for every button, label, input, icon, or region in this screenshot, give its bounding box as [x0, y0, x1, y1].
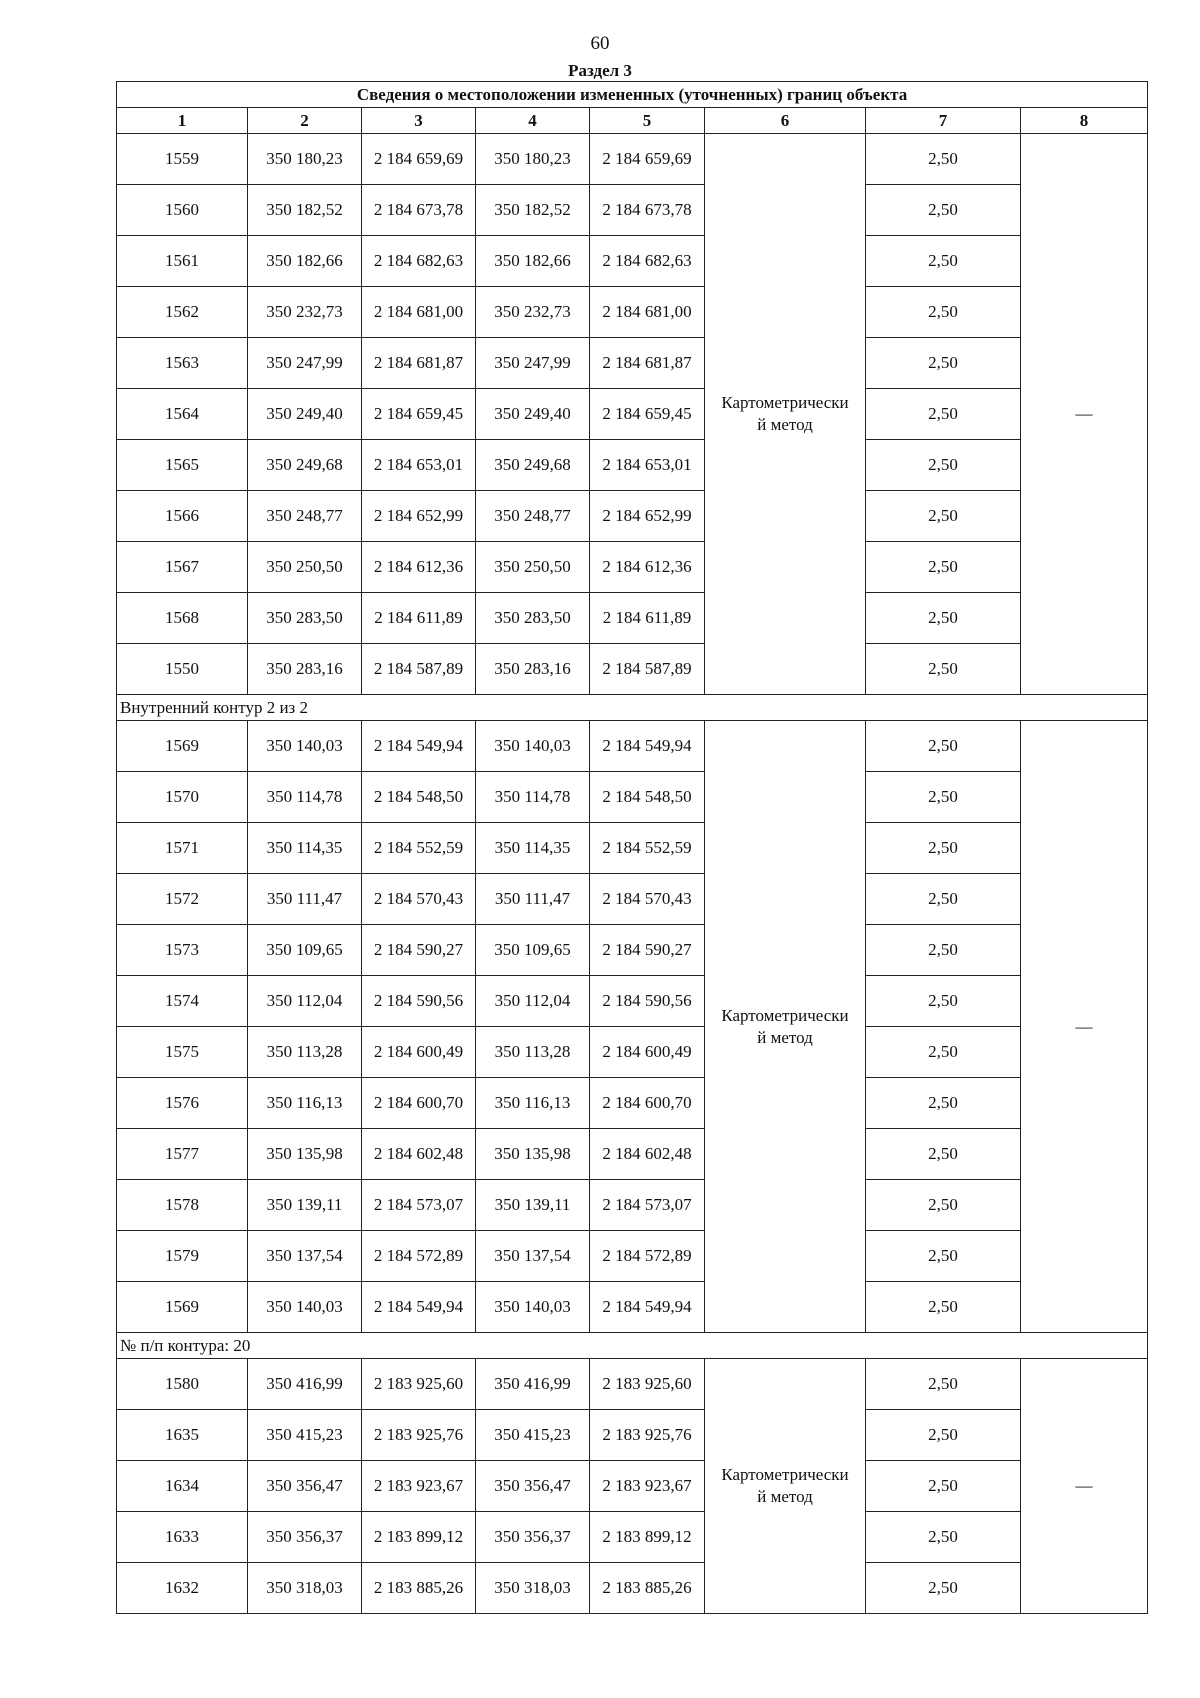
y-new-cell: 2 184 573,07 — [590, 1180, 705, 1231]
precision-cell: 2,50 — [866, 185, 1021, 236]
x-new-cell: 350 283,50 — [476, 593, 590, 644]
y-old-cell: 2 184 600,49 — [362, 1027, 476, 1078]
y-new-cell: 2 184 600,49 — [590, 1027, 705, 1078]
x-new-cell: 350 356,37 — [476, 1512, 590, 1563]
y-old-cell: 2 184 600,70 — [362, 1078, 476, 1129]
y-old-cell: 2 184 549,94 — [362, 721, 476, 772]
y-old-cell: 2 183 925,76 — [362, 1410, 476, 1461]
point-number-cell: 1633 — [117, 1512, 248, 1563]
x-new-cell: 350 140,03 — [476, 1282, 590, 1333]
x-old-cell: 350 139,11 — [248, 1180, 362, 1231]
precision-cell: 2,50 — [866, 721, 1021, 772]
y-old-cell: 2 184 552,59 — [362, 823, 476, 874]
table-row — [117, 1359, 1148, 1410]
y-old-cell: 2 184 612,36 — [362, 542, 476, 593]
x-old-cell: 350 112,04 — [248, 976, 362, 1027]
table-row — [117, 593, 1148, 644]
x-old-cell: 350 283,16 — [248, 644, 362, 695]
y-old-cell: 2 184 587,89 — [362, 644, 476, 695]
table-row — [117, 1512, 1148, 1563]
precision-cell: 2,50 — [866, 491, 1021, 542]
x-old-cell: 350 232,73 — [248, 287, 362, 338]
point-number-cell: 1550 — [117, 644, 248, 695]
x-new-cell: 350 112,04 — [476, 976, 590, 1027]
x-old-cell: 350 137,54 — [248, 1231, 362, 1282]
precision-cell: 2,50 — [866, 1180, 1021, 1231]
y-old-cell: 2 183 885,26 — [362, 1563, 476, 1614]
x-new-cell: 350 139,11 — [476, 1180, 590, 1231]
x-old-cell: 350 109,65 — [248, 925, 362, 976]
point-number-cell: 1632 — [117, 1563, 248, 1614]
precision-cell: 2,50 — [866, 287, 1021, 338]
y-old-cell: 2 184 570,43 — [362, 874, 476, 925]
x-new-cell: 350 114,35 — [476, 823, 590, 874]
x-new-cell: 350 116,13 — [476, 1078, 590, 1129]
y-old-cell: 2 184 611,89 — [362, 593, 476, 644]
y-old-cell: 2 184 681,87 — [362, 338, 476, 389]
method-text-line: й метод — [757, 1487, 813, 1506]
column-number: 6 — [705, 108, 866, 134]
point-number-cell: 1565 — [117, 440, 248, 491]
precision-cell: 2,50 — [866, 874, 1021, 925]
table-row — [117, 1129, 1148, 1180]
y-new-cell: 2 184 548,50 — [590, 772, 705, 823]
y-old-cell: 2 183 923,67 — [362, 1461, 476, 1512]
contour-group-label: № п/п контура: 20 — [117, 1333, 1148, 1359]
table-row — [117, 1282, 1148, 1333]
y-new-cell: 2 184 549,94 — [590, 721, 705, 772]
contour-group-row — [117, 695, 1148, 721]
y-new-cell: 2 184 572,89 — [590, 1231, 705, 1282]
y-old-cell: 2 184 673,78 — [362, 185, 476, 236]
table-body — [117, 134, 1148, 1614]
precision-cell: 2,50 — [866, 338, 1021, 389]
x-new-cell: 350 113,28 — [476, 1027, 590, 1078]
y-new-cell: 2 184 549,94 — [590, 1282, 705, 1333]
point-number-cell: 1574 — [117, 976, 248, 1027]
point-number-cell: 1561 — [117, 236, 248, 287]
contour-group-label: Внутренний контур 2 из 2 — [117, 695, 1148, 721]
x-old-cell: 350 182,66 — [248, 236, 362, 287]
x-old-cell: 350 356,47 — [248, 1461, 362, 1512]
column-number: 7 — [866, 108, 1021, 134]
point-number-cell: 1634 — [117, 1461, 248, 1512]
precision-cell: 2,50 — [866, 1129, 1021, 1180]
y-new-cell: 2 184 570,43 — [590, 874, 705, 925]
method-cell — [705, 1359, 866, 1614]
y-old-cell: 2 184 681,00 — [362, 287, 476, 338]
precision-cell: 2,50 — [866, 1563, 1021, 1614]
x-old-cell: 350 416,99 — [248, 1359, 362, 1410]
y-new-cell: 2 184 659,69 — [590, 134, 705, 185]
y-old-cell: 2 184 659,45 — [362, 389, 476, 440]
x-old-cell: 350 283,50 — [248, 593, 362, 644]
x-new-cell: 350 180,23 — [476, 134, 590, 185]
point-number-cell: 1560 — [117, 185, 248, 236]
table-row — [117, 772, 1148, 823]
point-number-cell: 1570 — [117, 772, 248, 823]
y-new-cell: 2 184 653,01 — [590, 440, 705, 491]
precision-cell: 2,50 — [866, 1461, 1021, 1512]
y-old-cell: 2 184 602,48 — [362, 1129, 476, 1180]
y-old-cell: 2 183 925,60 — [362, 1359, 476, 1410]
page-number: 60 — [590, 33, 610, 54]
method-text-line: й метод — [757, 415, 813, 434]
x-new-cell: 350 250,50 — [476, 542, 590, 593]
y-new-cell: 2 183 925,60 — [590, 1359, 705, 1410]
x-new-cell: 350 135,98 — [476, 1129, 590, 1180]
point-number-cell: 1579 — [117, 1231, 248, 1282]
x-old-cell: 350 116,13 — [248, 1078, 362, 1129]
table-row — [117, 1410, 1148, 1461]
table-row — [117, 491, 1148, 542]
x-new-cell: 350 111,47 — [476, 874, 590, 925]
precision-cell: 2,50 — [866, 1359, 1021, 1410]
table-row — [117, 542, 1148, 593]
x-old-cell: 350 249,40 — [248, 389, 362, 440]
x-old-cell: 350 180,23 — [248, 134, 362, 185]
x-old-cell: 350 111,47 — [248, 874, 362, 925]
y-new-cell: 2 184 602,48 — [590, 1129, 705, 1180]
contour-group-row — [117, 1333, 1148, 1359]
x-old-cell: 350 250,50 — [248, 542, 362, 593]
table-row — [117, 236, 1148, 287]
x-new-cell: 350 283,16 — [476, 644, 590, 695]
section-title: Раздел 3 — [568, 61, 632, 80]
y-new-cell: 2 184 600,70 — [590, 1078, 705, 1129]
point-number-cell: 1569 — [117, 1282, 248, 1333]
x-old-cell: 350 114,35 — [248, 823, 362, 874]
point-number-cell: 1580 — [117, 1359, 248, 1410]
table-row — [117, 1461, 1148, 1512]
table-row — [117, 976, 1148, 1027]
y-old-cell: 2 184 653,01 — [362, 440, 476, 491]
x-new-cell: 350 318,03 — [476, 1563, 590, 1614]
table-row — [117, 1027, 1148, 1078]
column-number: 3 — [362, 108, 476, 134]
precision-cell: 2,50 — [866, 236, 1021, 287]
precision-cell: 2,50 — [866, 823, 1021, 874]
x-old-cell: 350 247,99 — [248, 338, 362, 389]
column-number-row — [117, 108, 1148, 134]
y-old-cell: 2 184 659,69 — [362, 134, 476, 185]
table-row — [117, 874, 1148, 925]
y-new-cell: 2 184 681,00 — [590, 287, 705, 338]
y-new-cell: 2 184 681,87 — [590, 338, 705, 389]
y-old-cell: 2 184 549,94 — [362, 1282, 476, 1333]
point-number-cell: 1563 — [117, 338, 248, 389]
table-row — [117, 185, 1148, 236]
column-number: 2 — [248, 108, 362, 134]
method-cell — [705, 721, 866, 1333]
precision-cell: 2,50 — [866, 925, 1021, 976]
method-text-line: й метод — [757, 1027, 813, 1047]
table-row — [117, 1231, 1148, 1282]
method-text-line: Картометрически — [721, 1465, 849, 1484]
table-row — [117, 1078, 1148, 1129]
table-row — [117, 644, 1148, 695]
column-number: 5 — [590, 108, 705, 134]
precision-cell: 2,50 — [866, 1027, 1021, 1078]
point-number-cell: 1635 — [117, 1410, 248, 1461]
point-number-cell: 1577 — [117, 1129, 248, 1180]
method-text-line: Картометрически — [721, 393, 849, 412]
y-new-cell: 2 184 590,56 — [590, 976, 705, 1027]
x-new-cell: 350 114,78 — [476, 772, 590, 823]
description-cell: — — [1021, 134, 1148, 695]
y-old-cell: 2 183 899,12 — [362, 1512, 476, 1563]
point-number-cell: 1564 — [117, 389, 248, 440]
precision-cell: 2,50 — [866, 593, 1021, 644]
x-old-cell: 350 113,28 — [248, 1027, 362, 1078]
table-row — [117, 389, 1148, 440]
column-number: 8 — [1021, 108, 1148, 134]
precision-cell: 2,50 — [866, 1410, 1021, 1461]
y-old-cell: 2 184 590,56 — [362, 976, 476, 1027]
y-new-cell: 2 183 925,76 — [590, 1410, 705, 1461]
x-new-cell: 350 140,03 — [476, 721, 590, 772]
point-number-cell: 1576 — [117, 1078, 248, 1129]
x-new-cell: 350 182,52 — [476, 185, 590, 236]
y-new-cell: 2 184 659,45 — [590, 389, 705, 440]
point-number-cell: 1573 — [117, 925, 248, 976]
x-old-cell: 350 249,68 — [248, 440, 362, 491]
point-number-cell: 1569 — [117, 721, 248, 772]
x-new-cell: 350 137,54 — [476, 1231, 590, 1282]
table-row — [117, 287, 1148, 338]
precision-cell: 2,50 — [866, 1231, 1021, 1282]
y-old-cell: 2 184 548,50 — [362, 772, 476, 823]
method-text-line: Картометрически — [721, 1005, 849, 1025]
x-old-cell: 350 182,52 — [248, 185, 362, 236]
y-old-cell: 2 184 652,99 — [362, 491, 476, 542]
precision-cell: 2,50 — [866, 772, 1021, 823]
point-number-cell: 1559 — [117, 134, 248, 185]
precision-cell: 2,50 — [866, 1078, 1021, 1129]
x-new-cell: 350 109,65 — [476, 925, 590, 976]
column-number: 1 — [117, 108, 248, 134]
column-number: 4 — [476, 108, 590, 134]
x-old-cell: 350 140,03 — [248, 1282, 362, 1333]
y-new-cell: 2 184 590,27 — [590, 925, 705, 976]
description-cell: — — [1021, 721, 1148, 1333]
y-old-cell: 2 184 590,27 — [362, 925, 476, 976]
precision-cell: 2,50 — [866, 1282, 1021, 1333]
point-number-cell: 1562 — [117, 287, 248, 338]
x-old-cell: 350 248,77 — [248, 491, 362, 542]
y-new-cell: 2 183 885,26 — [590, 1563, 705, 1614]
x-old-cell: 350 415,23 — [248, 1410, 362, 1461]
y-new-cell: 2 184 587,89 — [590, 644, 705, 695]
y-old-cell: 2 184 572,89 — [362, 1231, 476, 1282]
precision-cell: 2,50 — [866, 440, 1021, 491]
x-new-cell: 350 182,66 — [476, 236, 590, 287]
x-new-cell: 350 248,77 — [476, 491, 590, 542]
y-new-cell: 2 184 673,78 — [590, 185, 705, 236]
point-number-cell: 1571 — [117, 823, 248, 874]
coordinates-table — [116, 81, 1148, 1614]
precision-cell: 2,50 — [866, 644, 1021, 695]
precision-cell: 2,50 — [866, 976, 1021, 1027]
point-number-cell: 1572 — [117, 874, 248, 925]
table-row — [117, 440, 1148, 491]
precision-cell: 2,50 — [866, 1512, 1021, 1563]
x-old-cell: 350 318,03 — [248, 1563, 362, 1614]
x-new-cell: 350 249,68 — [476, 440, 590, 491]
y-old-cell: 2 184 573,07 — [362, 1180, 476, 1231]
x-new-cell: 350 356,47 — [476, 1461, 590, 1512]
x-new-cell: 350 232,73 — [476, 287, 590, 338]
y-new-cell: 2 184 552,59 — [590, 823, 705, 874]
y-old-cell: 2 184 682,63 — [362, 236, 476, 287]
y-new-cell: 2 184 652,99 — [590, 491, 705, 542]
table-row — [117, 823, 1148, 874]
y-new-cell: 2 183 923,67 — [590, 1461, 705, 1512]
point-number-cell: 1568 — [117, 593, 248, 644]
point-number-cell: 1575 — [117, 1027, 248, 1078]
point-number-cell: 1566 — [117, 491, 248, 542]
table-row — [117, 721, 1148, 772]
y-new-cell: 2 183 899,12 — [590, 1512, 705, 1563]
x-old-cell: 350 135,98 — [248, 1129, 362, 1180]
x-new-cell: 350 247,99 — [476, 338, 590, 389]
point-number-cell: 1567 — [117, 542, 248, 593]
x-new-cell: 350 415,23 — [476, 1410, 590, 1461]
table-row — [117, 925, 1148, 976]
point-number-cell: 1578 — [117, 1180, 248, 1231]
precision-cell: 2,50 — [866, 542, 1021, 593]
table-row — [117, 134, 1148, 185]
y-new-cell: 2 184 682,63 — [590, 236, 705, 287]
precision-cell: 2,50 — [866, 134, 1021, 185]
x-old-cell: 350 140,03 — [248, 721, 362, 772]
table-row — [117, 1180, 1148, 1231]
precision-cell: 2,50 — [866, 389, 1021, 440]
method-cell — [705, 134, 866, 695]
y-new-cell: 2 184 611,89 — [590, 593, 705, 644]
x-old-cell: 350 356,37 — [248, 1512, 362, 1563]
table-row — [117, 338, 1148, 389]
x-new-cell: 350 249,40 — [476, 389, 590, 440]
description-cell: — — [1021, 1359, 1148, 1614]
x-old-cell: 350 114,78 — [248, 772, 362, 823]
x-new-cell: 350 416,99 — [476, 1359, 590, 1410]
table-caption: Сведения о местоположении измененных (уточненных) границ объекта — [117, 82, 1148, 108]
y-new-cell: 2 184 612,36 — [590, 542, 705, 593]
table-row — [117, 1563, 1148, 1614]
